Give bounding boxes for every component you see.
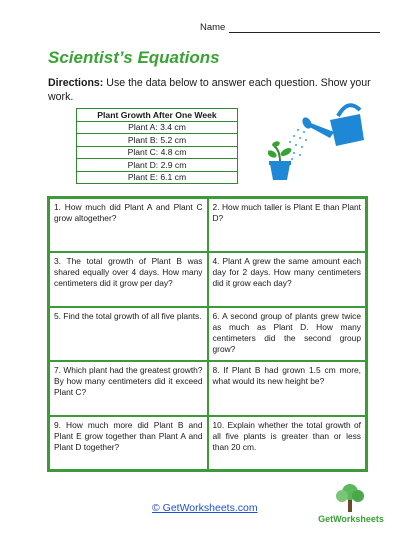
- question-cell: 8. If Plant B had grown 1.5 cm more, what would its new height be?: [208, 361, 367, 415]
- svg-text:GetWorksheets: GetWorksheets: [318, 514, 384, 524]
- name-field: [200, 22, 380, 33]
- table-row: Plant E: 6.1 cm: [77, 171, 238, 184]
- question-cell: 6. A second group of plants grew twice as much as Plant D. How many centimeters did the second group grow?: [208, 307, 367, 361]
- footer-link[interactable]: © GetWorksheets.com: [152, 502, 258, 514]
- plant-growth-table: [76, 108, 238, 184]
- water-drops-icon: [287, 129, 307, 160]
- question-cell: 7. Which plant had the greatest growth? By how many centimeters did it exceed Plant C?: [49, 361, 208, 415]
- question-cell: 9. How much more did Plant B and Plant E grow together than Plant A and Plant D together?: [49, 416, 208, 470]
- question-cell: 10. Explain whether the total growth of all five plants is greater than or less than 20 cm.: [208, 416, 367, 470]
- table-row: Plant D: 2.9 cm: [77, 159, 238, 172]
- page-title: Scientist’s Equations: [48, 48, 220, 67]
- directions-text: Use the data below to answer each question. Show your work.: [48, 77, 371, 103]
- getworksheets-logo: [318, 482, 384, 526]
- question-cell: 5. Find the total growth of all five plants.: [49, 307, 208, 361]
- tree-icon: [336, 484, 364, 512]
- question-cell: 4. Plant A grew the same amount each day for 2 days. How many centimeters did it grow each day?: [208, 252, 367, 306]
- watering-can-icon: [301, 105, 364, 146]
- table-row: Plant C: 4.8 cm: [77, 146, 238, 159]
- questions-grid: [47, 196, 368, 472]
- watering-can-plant-illustration: [268, 92, 380, 196]
- question-cell: 1. How much did Plant A and Plant C grow altogether?: [49, 198, 208, 252]
- table-row: Plant B: 5.2 cm: [77, 134, 238, 147]
- table-heading: Plant Growth After One Week: [77, 109, 238, 122]
- name-line[interactable]: [229, 22, 380, 33]
- name-label: Name: [200, 22, 226, 33]
- question-cell: 3. The total growth of Plant B was shared equally over 4 days. How many centimeters did it grow per day?: [49, 252, 208, 306]
- question-cell: 2. How much taller is Plant E than Plant D?: [208, 198, 367, 252]
- table-row: Plant A: 3.4 cm: [77, 121, 238, 134]
- plant-icon: [268, 140, 293, 180]
- directions-label: Directions:: [48, 77, 104, 89]
